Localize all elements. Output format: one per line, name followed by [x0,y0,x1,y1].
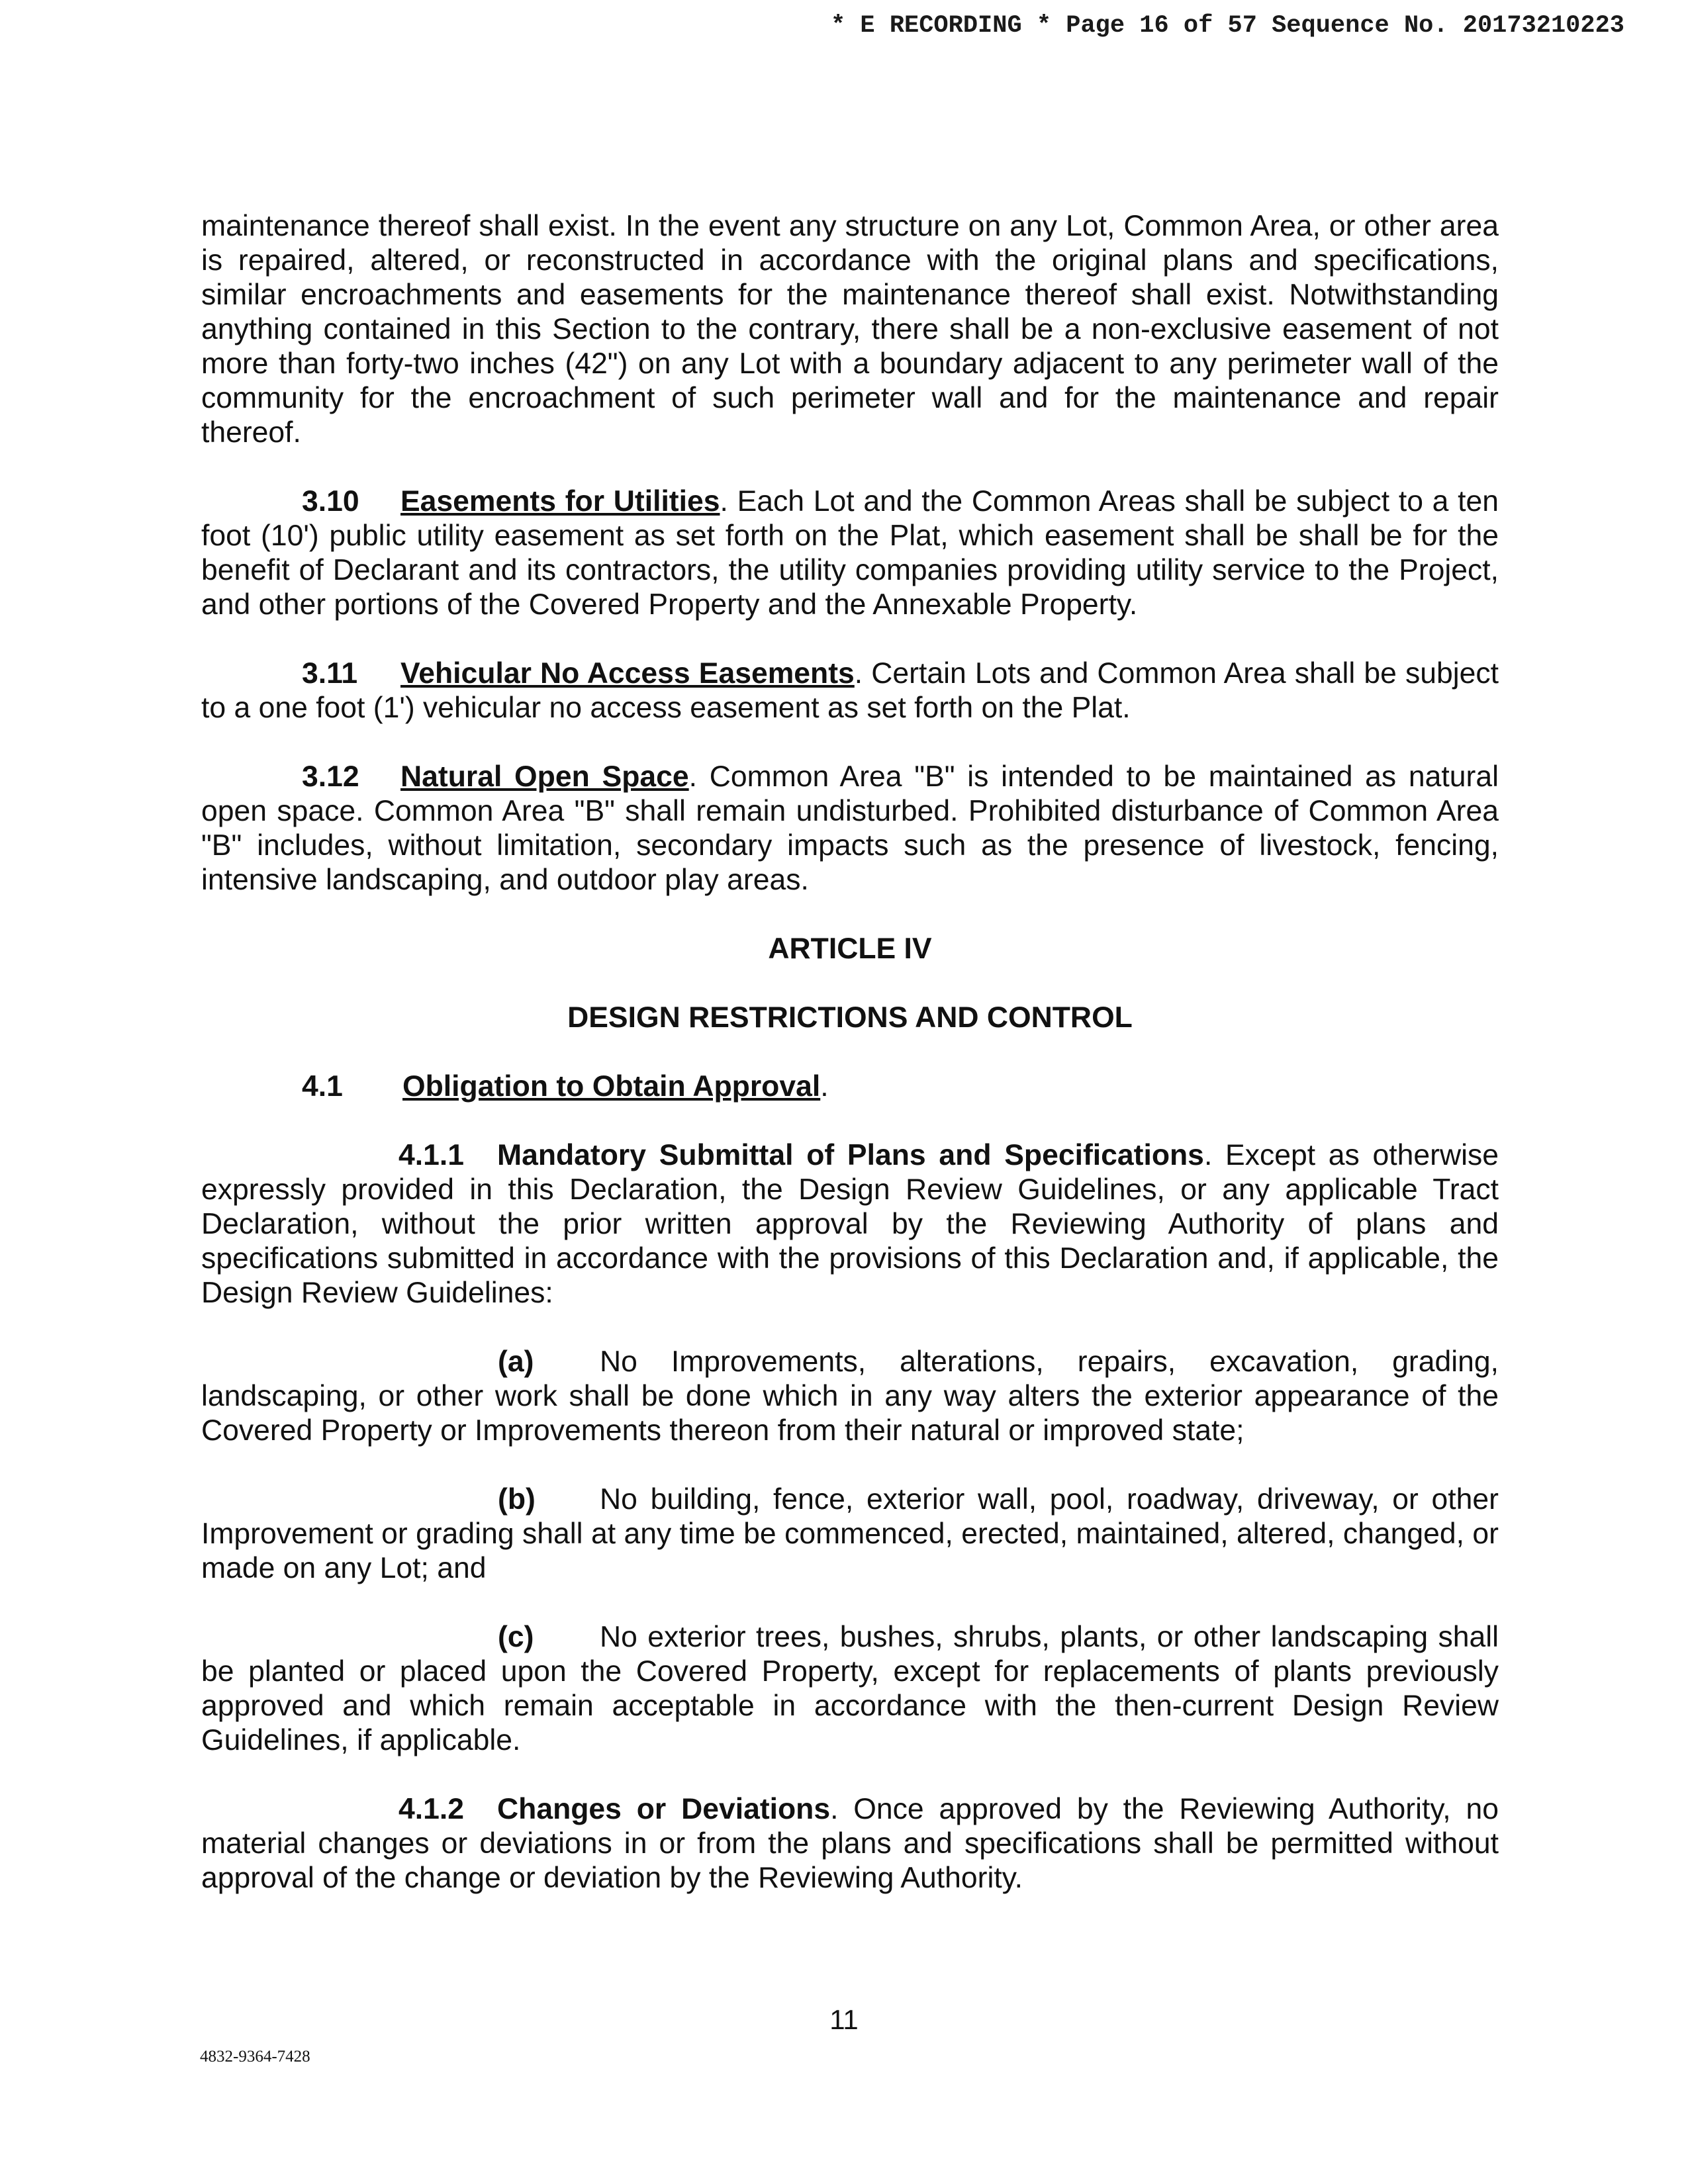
section-4-1-2 [201,1792,1499,1895]
section-3-10 [201,484,1499,622]
section-text: . Each Lot and the Common Areas shall be subject to a ten foot (10') public utility easement as set forth on the Plat, which easement shall be shall be for the benefit of Declarant and its contractors, the utility companies providing utility service to the Project, and other portions of the Covered Property and the Annexable Property. [201,485,1499,621]
section-number: 3.12 [302,760,359,793]
section-title: Natural Open Space [400,760,689,793]
section-number: 4.1 [302,1070,343,1103]
section-title: Easements for Utilities [400,485,720,518]
page-number: 11 [829,2004,859,2035]
section-number: 4.1.2 [399,1793,464,1825]
item-text: No Improvements, alterations, repairs, excavation, grading, landscaping, or other work shall be done which in any way alters the exterior appearance of the Covered Property or Improvements thereon from their natural or improved state; [201,1345,1499,1447]
item-text: No building, fence, exterior wall, pool, roadway, driveway, or other Improvement or grading shall at any time be commenced, erected, maintained, altered, changed, or made on any Lot; and [201,1483,1499,1584]
section-title: Vehicular No Access Easements [400,657,855,690]
recording-stamp: * E RECORDING * Page 16 of 57 Sequence No. 20173210223 [831,12,1624,40]
section-text: . Certain Lots and Common Area shall be subject to a one foot (1') vehicular no access easement as set forth on the Plat. [201,657,1499,724]
section-number: 3.11 [302,657,358,690]
section-text: . Once approved by the Reviewing Authority, no material changes or deviations in or from the plans and specifications shall be permitted without approval of the change or deviation by the Reviewing Authority. [201,1793,1499,1894]
section-3-12 [201,760,1499,897]
item-text: No exterior trees, bushes, shrubs, plants, or other landscaping shall be planted or placed upon the Covered Property, except for replacements of plants previously approved and which remain acceptable in accordance with the then-current Design Review Guidelines, if applicable. [201,1621,1499,1756]
item-c [201,1620,1499,1758]
section-4-1-1 [201,1138,1499,1310]
item-label: (c) [498,1621,534,1653]
section-3-11 [201,657,1499,725]
article-title: DESIGN RESTRICTIONS AND CONTROL [567,1001,1133,1034]
item-a [201,1345,1499,1448]
section-title: Mandatory Submittal of Plans and Specifications [497,1139,1204,1171]
document-body [201,209,1499,1930]
section-title: Obligation to Obtain Approval [402,1070,821,1103]
document-id: 4832-9364-7428 [200,2048,310,2066]
section-text: . Except as otherwise expressly provided in this Declaration, the Design Review Guidelines, or any applicable Tract Declaration, without the prior written approval by the Reviewing Authority of plans and specifications submitted in accordance with the provisions of this Declaration and, if applicable, the Design Review Guidelines: [201,1139,1499,1309]
section-text: . [820,1070,829,1103]
section-title: Changes or Deviations [497,1793,831,1825]
item-label: (a) [498,1345,534,1378]
article-heading: ARTICLE IV [768,933,932,965]
section-number: 3.10 [302,485,359,518]
section-4-1 [201,1069,1499,1104]
item-label: (b) [498,1483,536,1516]
section-text: . Common Area "B" is intended to be maintained as natural open space. Common Area "B" shall remain undisturbed. Prohibited disturbance of Common Area "B" includes, without limitation, secondary impacts such as the presence of livestock, fencing, intensive landscaping, and outdoor play areas. [201,760,1499,896]
section-number: 4.1.1 [399,1139,464,1171]
item-b [201,1482,1499,1586]
intro-paragraph: maintenance thereof shall exist. In the event any structure on any Lot, Common Area, or other area is repaired, altered, or reconstructed in accordance with the original plans and specifications, similar encroachments and easements for the maintenance thereof shall exist. Notwithstanding anything contained in this Section to the contrary, there shall be a non-exclusive easement of not more than forty-two inches (42") on any Lot with a boundary adjacent to any perimeter wall of the community for the encroachment of such perimeter wall and for the maintenance and repair thereof. [201,210,1499,449]
